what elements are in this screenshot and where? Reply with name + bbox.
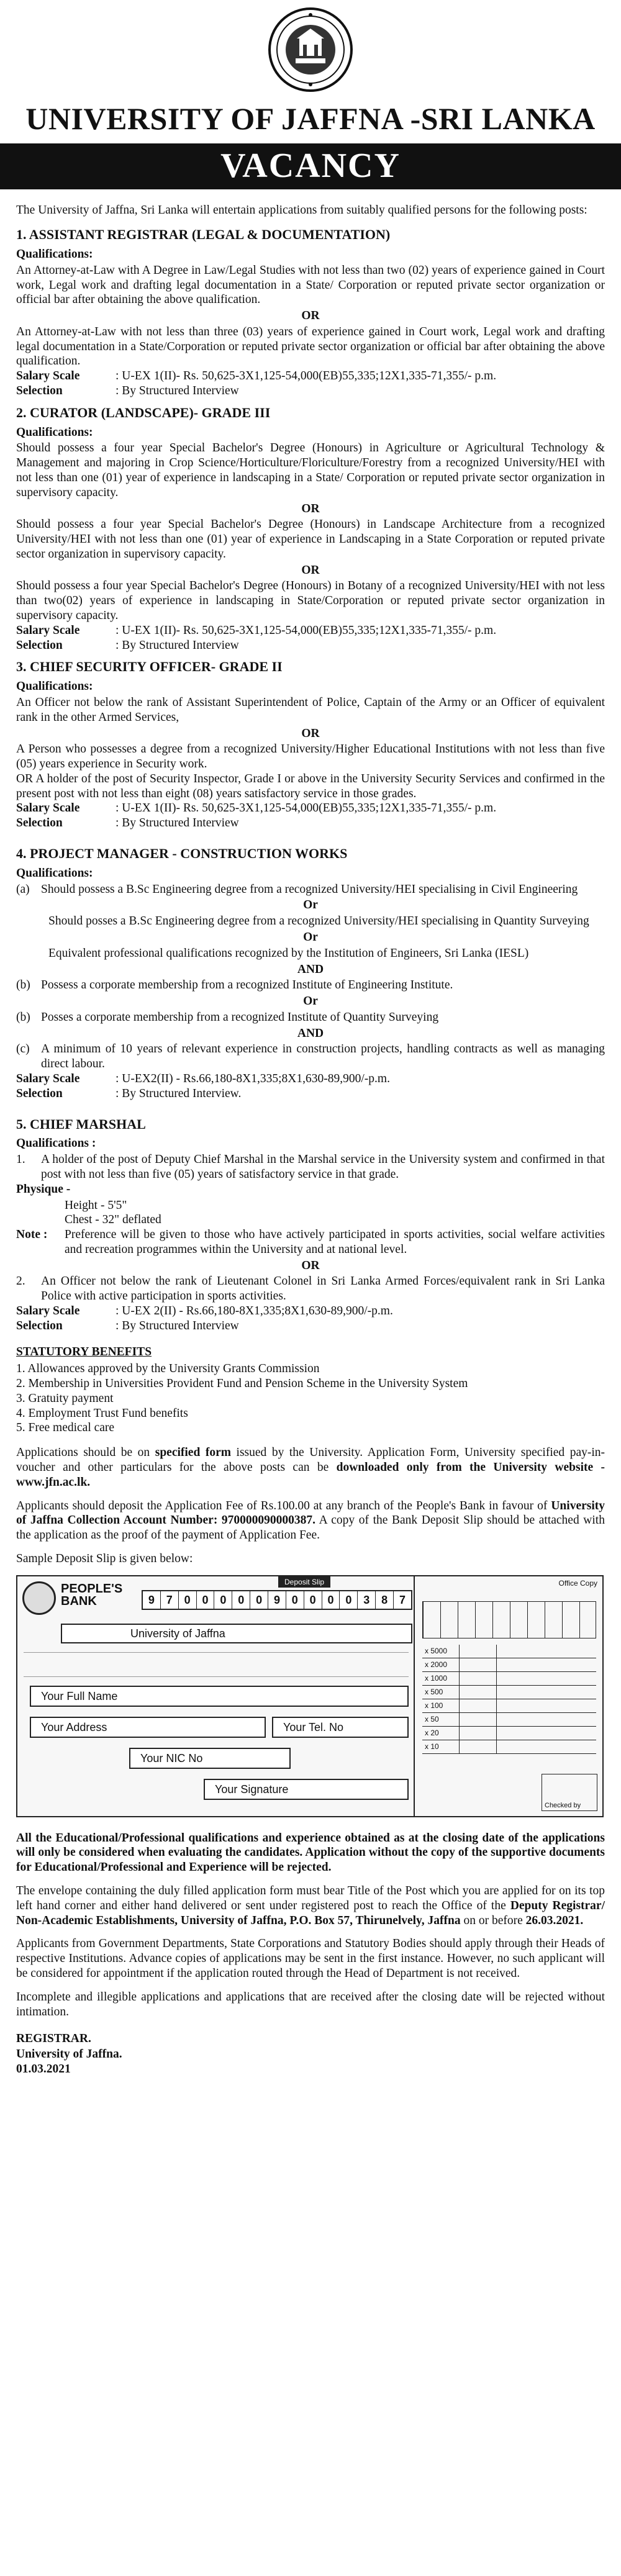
salary-scale-value: : U-EX 1(II)- Rs. 50,625-3X1,125-54,000(EB)55,335;12X1,335-71,355/- p.m. [116, 802, 497, 815]
count-cell [460, 1645, 497, 1658]
amount-cell [497, 1727, 596, 1740]
or-separator: Or [303, 930, 318, 944]
vacancy-banner: VACANCY [0, 143, 621, 189]
account-digit: 9 [268, 1591, 286, 1609]
selection-row [16, 384, 605, 399]
salary-scale-row [16, 1072, 605, 1087]
count-cell [460, 1740, 497, 1753]
list-item: 2. Membership in Universities Provident Fund and Pension Scheme in the University System [16, 1377, 468, 1391]
and-separator: AND [297, 1026, 324, 1040]
university-name: University of Jaffna. [16, 2047, 122, 2061]
amount-grid [422, 1601, 596, 1638]
qualification-b [16, 978, 605, 993]
university-logo [16, 0, 605, 93]
account-digit: 0 [179, 1591, 197, 1609]
salary-scale-row [16, 623, 605, 638]
or-separator: Or [303, 995, 318, 1008]
selection-label: Selection [16, 1319, 63, 1332]
or-separator: OR [301, 502, 320, 515]
selection-value: : By Structured Interview [116, 384, 239, 398]
item-label: (b) [16, 1010, 30, 1024]
qualification-text: An Officer not below the rank of Lieutenant Colonel in Sri Lanka Armed Forces/equivalent rank in Sri Lanka Police with active participation in sports activities. [41, 1275, 605, 1303]
account-number-boxes [142, 1590, 412, 1610]
selection-value: : By Structured Interview [116, 638, 239, 652]
amount-cell [497, 1672, 596, 1685]
deposit-slip-tag: Deposit Slip [278, 1576, 330, 1588]
qualification-text: A Person who possesses a degree from a recognized University/Higher Educational Institutions with not less than five (05) years experience in Security work. [16, 743, 605, 771]
salary-scale-value: : U-EX 1(II)- Rs. 50,625-3X1,125-54,000(EB)55,335;12X1,335-71,355/- p.m. [116, 623, 497, 637]
post-title: 5. CHIEF MARSHAL [16, 1116, 146, 1132]
item-label: (b) [16, 978, 30, 992]
denomination-row [422, 1686, 596, 1699]
account-digit: 9 [143, 1591, 161, 1609]
envelope-instructions: The envelope containing the duly filled application form must bear Title of the Post which you are applied for on its top left hand corner and either hand delivered or sent under registered post to reach the Office of the Deputy Registrar/ Non-Academic Establishments, University of Jaffna, P.O. Box 57, Thirunelvely, Jaffna on or before 26.03.2021. [16, 1884, 605, 1927]
selection-value: : By Structured Interview. [116, 1087, 242, 1100]
denomination-label: x 1000 [422, 1672, 460, 1685]
qualification-closing-note: All the Educational/Professional qualifications and experience obtained as at the closing date of the applications will only be considered when evaluating the candidates. Application without the copy of the supportive documents for Educational/Professional and Experience will be rejected. [16, 1831, 605, 1874]
denomination-label: x 10 [422, 1740, 460, 1753]
qualification-text: An Officer not below the rank of Assistant Superintendent of Police, Captain of the Army or an Officer of equivalent rank in the other Armed Services, [16, 695, 605, 724]
post-curator-landscape [16, 405, 605, 653]
intro-text: The University of Jaffna, Sri Lanka will entertain applications from suitably qualified persons for the following posts: [16, 204, 587, 217]
account-digit: 8 [376, 1591, 394, 1609]
post-chief-security-officer [16, 659, 605, 831]
denomination-row [422, 1658, 596, 1672]
denomination-label: x 500 [422, 1686, 460, 1699]
post-title: 4. PROJECT MANAGER - CONSTRUCTION WORKS [16, 846, 348, 861]
denomination-label: x 50 [422, 1713, 460, 1726]
account-digit: 0 [322, 1591, 340, 1609]
amount-cell [497, 1713, 596, 1726]
qualifications-label: Qualifications: [16, 680, 93, 694]
qualification-2 [16, 1274, 605, 1304]
benefits-title: STATUTORY BENEFITS [16, 1345, 152, 1358]
selection-label: Selection [16, 638, 63, 652]
or-separator: OR [301, 309, 320, 323]
account-digit: 0 [304, 1591, 322, 1609]
qualification-text: A holder of the post of Deputy Chief Marshal in the Marshal service in the University system and confirmed in that post with not less than five (05) years of satisfactory service in that grade. [41, 1153, 605, 1181]
list-item: 3. Gratuity payment [16, 1391, 114, 1405]
qualification-text: Posses a corporate membership from a recognized Institute of Quantity Surveying [41, 1010, 439, 1024]
selection-row [16, 638, 605, 653]
post-title: 3. CHIEF SECURITY OFFICER- GRADE II [16, 659, 283, 675]
qualification-text: Should possess a four year Special Bachelor's Degree (Honours) in Botany of a recognized University/HEI with not less than two(02) years of experience in landscaping in State/Corporation or reputed private sector organization in supervisory capacity. [16, 579, 605, 623]
selection-row [16, 816, 605, 831]
benefits-list [16, 1362, 605, 1435]
denomination-label: x 100 [422, 1699, 460, 1712]
chest-requirement: Chest - 32" deflated [65, 1213, 161, 1227]
or-separator: OR [301, 1259, 320, 1272]
qualification-text: Should possess a four year Special Bachelor's Degree (Honours) in Agriculture or Agricultural Technology & Management and majoring in Crop Science/Horticulture/Floriculture/Forestry from a recognized University/HEI with not less than one (01) year of experience in landscaping in a State/ Corporation or reputed private sector organization in supervisory capacity. [16, 441, 605, 499]
count-cell [460, 1658, 497, 1671]
amount-cell [497, 1645, 596, 1658]
qualification-text: An Attorney-at-Law with A Degree in Law/Legal Studies with not less than two (02) years of experience gained in Court work, Legal work and drafting legal documentation in a State/ Corporation or reputed private sector organization or official bar after obtaining the above qualification. [16, 263, 605, 307]
amount-cell [497, 1699, 596, 1712]
salary-scale-value: : U-EX2(II) - Rs.66,180-8X1,335;8X1,630-89,900/-p.m. [116, 1072, 390, 1085]
item-label: (a) [16, 882, 30, 896]
note-label: Note : [16, 1228, 48, 1242]
slip-office-section [416, 1576, 602, 1816]
item-label: 2. [16, 1275, 25, 1288]
university-crest-icon [267, 6, 354, 93]
account-digit: 7 [399, 1593, 406, 1606]
preference-note [16, 1227, 605, 1257]
selection-row [16, 1319, 605, 1334]
salary-scale-label: Salary Scale [16, 802, 80, 815]
salary-scale-row [16, 1304, 605, 1319]
signature-field: Your Signature [204, 1779, 409, 1800]
denomination-table [422, 1645, 596, 1754]
bank-logo-icon [22, 1581, 56, 1615]
and-separator: AND [297, 962, 324, 976]
amount-cell [497, 1740, 596, 1753]
denomination-label: x 20 [422, 1727, 460, 1740]
application-fee-text: Applicants should deposit the Application Fee of Rs.100.00 at any branch of the People's Bank in favour of University of Jaffna Collection Account Number: 970000090000387. A copy of the Bank Deposit Slip should be attached with the application as the proof of the payment of Application Fee. [16, 1499, 605, 1542]
or-separator: OR [301, 726, 320, 740]
account-digit: 7 [161, 1591, 179, 1609]
selection-value: : By Structured Interview [116, 1319, 239, 1332]
post-assistant-registrar [16, 227, 605, 399]
government-applicants-note: Applicants from Government Departments, State Corporations and Statutory Bodies should apply through their Heads of respective Institutions. Advance copies of applications may be sent in the first instance. However, no such applicant will be considered for appointment if the application routed through the Head of Department is not received. [16, 1937, 605, 1980]
bank-name: PEOPLE'S BANK [61, 1581, 123, 1608]
count-cell [460, 1727, 497, 1740]
denomination-row [422, 1727, 596, 1740]
application-form-text: Applications should be on specified form issued by the University. Application Form, University specified pay-in-voucher and other particulars for the above posts can be downloaded only from the University website - www.jfn.ac.lk. [16, 1446, 605, 1489]
count-cell [460, 1672, 497, 1685]
post-chief-marshal [16, 1116, 605, 1334]
qualification-a [16, 882, 605, 897]
account-digit: 0 [250, 1591, 268, 1609]
issue-date: 01.03.2021 [16, 2063, 71, 2076]
denomination-row [422, 1740, 596, 1754]
salary-scale-value: : U-EX 1(II)- Rs. 50,625-3X1,125-54,000(EB)55,335;12X1,335-71,355/- p.m. [116, 369, 497, 383]
slip-fine-print [24, 1652, 409, 1677]
salary-scale-row [16, 369, 605, 384]
denomination-row [422, 1699, 596, 1713]
registrar-signature [16, 2031, 605, 2077]
salary-scale-label: Salary Scale [16, 369, 80, 383]
qualification-text: An Attorney-at-Law with not less than three (03) years of experience gained in Court work, Legal work and drafting legal documentation in a State/Corporation or reputed private sector organization or official bar after obtaining the above qualification. [16, 325, 605, 368]
account-digit: 0 [214, 1591, 232, 1609]
physique-label: Physique - [16, 1182, 71, 1196]
sample-deposit-slip [16, 1575, 604, 1817]
salary-scale-row [16, 801, 605, 816]
registrar-title: REGISTRAR. [16, 2032, 91, 2046]
denomination-label: x 2000 [422, 1658, 460, 1671]
count-cell [460, 1713, 497, 1726]
qualification-text: A minimum of 10 years of relevant experience in construction projects, handling contracts as well as managing direct labour. [41, 1042, 605, 1071]
post-title: 1. ASSISTANT REGISTRAR (LEGAL & DOCUMENTATION) [16, 227, 391, 243]
selection-value: : By Structured Interview [116, 816, 239, 830]
denomination-row [422, 1713, 596, 1727]
qualification-1 [16, 1152, 605, 1182]
qualification-text: Possess a corporate membership from a recognized Institute of Engineering Institute. [41, 978, 453, 992]
salary-scale-value: : U-EX 2(II) - Rs.66,180-8X1,335;8X1,630-89,900/-p.m. [116, 1304, 393, 1317]
count-cell [460, 1699, 497, 1712]
denomination-row [422, 1645, 596, 1658]
checked-by-box: Checked by [542, 1774, 597, 1811]
qualification-text: Equivalent professional qualifications recognized by the Institution of Engineers, Sri Lanka (IESL) [48, 946, 529, 960]
account-digit: 0 [197, 1591, 215, 1609]
amount-cell [497, 1686, 596, 1699]
tel-field: Your Tel. No [272, 1717, 409, 1738]
item-label: 1. [16, 1153, 25, 1167]
account-digit: 0 [286, 1591, 304, 1609]
list-item: 4. Employment Trust Fund benefits [16, 1406, 188, 1420]
qualifications-label: Qualifications: [16, 866, 93, 880]
list-item: 1. Allowances approved by the University Grants Commission [16, 1362, 320, 1376]
salary-scale-label: Salary Scale [16, 623, 80, 637]
salary-scale-label: Salary Scale [16, 1072, 80, 1085]
note-text: Preference will be given to those who have actively participated in sports activities, social welfare activities and recreation programmes within the University and at national level. [65, 1228, 605, 1256]
qualification-text: Should possess a B.Sc Engineering degree from a recognized University/HEI specialising in Civil Engineering [41, 882, 578, 896]
account-digit: 0 [232, 1591, 250, 1609]
post-title: 2. CURATOR (LANDSCAPE)- GRADE III [16, 404, 271, 420]
selection-label: Selection [16, 1087, 63, 1100]
qualification-text: Should posses a B.Sc Engineering degree from a recognized University/HEI specialising in Quantity Surveying [48, 915, 589, 928]
account-digit: 3 [358, 1591, 376, 1609]
count-cell [460, 1686, 497, 1699]
qualification-text: Should possess a four year Special Bachelor's Degree (Honours) in Landscape Architecture from a recognized University/HEI with not less than one (01) year of experience in Landscaping in a State Corporation or reputed private sector organization in supervisory capacity. [16, 518, 605, 561]
account-name: University of Jaffna [61, 1624, 412, 1643]
post-project-manager [16, 846, 605, 1101]
qualification-b-alt [16, 1010, 605, 1025]
height-requirement: Height - 5'5" [65, 1198, 127, 1212]
incomplete-applications-note: Incomplete and illegible applications and applications that are received after the closing date will be rejected without intimation. [16, 1990, 605, 2018]
denomination-label: x 5000 [422, 1645, 460, 1658]
nic-field: Your NIC No [129, 1748, 291, 1769]
account-digit: 0 [340, 1591, 358, 1609]
qualifications-label: Qualifications : [16, 1137, 96, 1150]
selection-row [16, 1087, 605, 1101]
full-name-field: Your Full Name [30, 1686, 409, 1707]
qualification-c [16, 1042, 605, 1072]
qualifications-label: Qualifications: [16, 248, 93, 261]
denomination-row [422, 1672, 596, 1686]
university-title: UNIVERSITY OF JAFFNA -SRI LANKA [25, 101, 596, 136]
list-item: 5. Free medical care [16, 1421, 115, 1435]
or-separator: Or [303, 898, 318, 912]
salary-scale-label: Salary Scale [16, 1304, 80, 1317]
amount-cell [497, 1658, 596, 1671]
or-separator: OR [301, 563, 320, 577]
sample-slip-label: Sample Deposit Slip is given below: [16, 1552, 193, 1565]
qualification-text: OR A holder of the post of Security Inspector, Grade I or above in the University Security Services and confirmed in the present post with not less than eight (08) years satisfactory service in those grades. [16, 772, 605, 800]
address-field: Your Address [30, 1717, 266, 1738]
selection-label: Selection [16, 816, 63, 830]
slip-customer-section [17, 1576, 415, 1816]
office-copy-label: Office Copy [558, 1578, 597, 1588]
selection-label: Selection [16, 384, 63, 398]
item-label: (c) [16, 1042, 30, 1056]
qualifications-label: Qualifications: [16, 425, 93, 439]
